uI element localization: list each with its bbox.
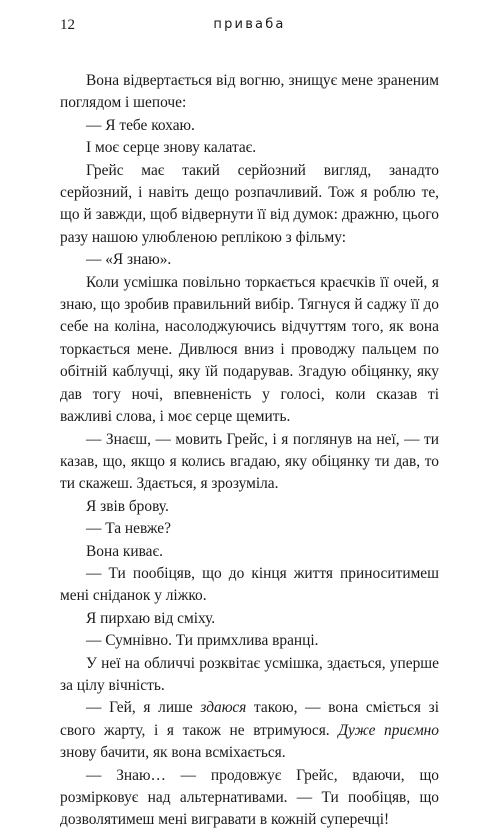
text-run: такою, — вона сміється зі свого жарту, і я також не втримуюся. [60, 699, 439, 739]
paragraph: — Знаю… — продовжує Грейс, вдаючи, що розмірковує над альтернативами. — Ти пообіцяв, що дозволятимеш мені вигравати в кожній суперечці! [60, 766, 439, 829]
paragraph: — «Я знаю». [86, 251, 172, 269]
paragraph: — Я тебе кохаю. [86, 116, 195, 134]
italic-run: Дуже приємно [338, 721, 439, 739]
paragraph: Я пирхаю від сміху. [86, 609, 216, 627]
paragraph: І моє серце знову калатає. [86, 139, 257, 157]
page-header [60, 14, 439, 36]
page-number: 12 [60, 17, 75, 33]
running-title: приваба [213, 17, 286, 32]
paragraph: Грейс має такий серйозний вигляд, занадто серйозний, і навіть дещо розпачливий. Тож я роблю те, що й завжди, щоб відвернути її від думок: дражню, цього разу нашою улюбленою реплікою з фільму: [60, 161, 439, 246]
paragraph: — Та невже? [86, 520, 171, 538]
paragraph: Коли усмішка повільно торкається краєчків її очей, я знаю, що зробив правильний вибір. Тягнуся й саджу її до себе на коліна, насолоджуючись відчуттям того, як вона торкається мене. Дивлюся вниз і проводжу пальцем по обітній каблучці, яку їй подарував. Згадую обіцянку, яку дав тогу ночі, впевненість у голосі, коли сказав ті важливі слова, і моє серце щемить. [60, 273, 439, 426]
paragraph: — Сумнівно. Ти примхлива вранці. [86, 632, 319, 650]
paragraph: У неї на обличчі розквітає усмішка, здається, уперше за цілу вічність. [60, 654, 439, 694]
paragraph [60, 697, 439, 764]
paragraph: — Знаєш, — мовить Грейс, і я поглянув на неї, — ти казав, що, якщо я колись вгадаю, яку обіцянку ти дав, то ти скажеш. Здається, я зрозуміла. [60, 430, 439, 493]
paragraph: Я звів брову. [86, 497, 169, 515]
paragraph: Вона відвертається від вогню, знищує мене зраненим поглядом і шепоче: [60, 72, 439, 112]
paragraph: Вона киває. [86, 542, 163, 560]
paragraph: — Ти пообіцяв, що до кінця життя приноситимеш мені сніданок у ліжко. [60, 564, 439, 605]
text-run: — Гей, я лише [86, 699, 201, 717]
body-text [60, 70, 439, 832]
text-run: знову бачити, як вона всміхається. [60, 744, 286, 762]
italic-run: здаюся [200, 699, 247, 717]
